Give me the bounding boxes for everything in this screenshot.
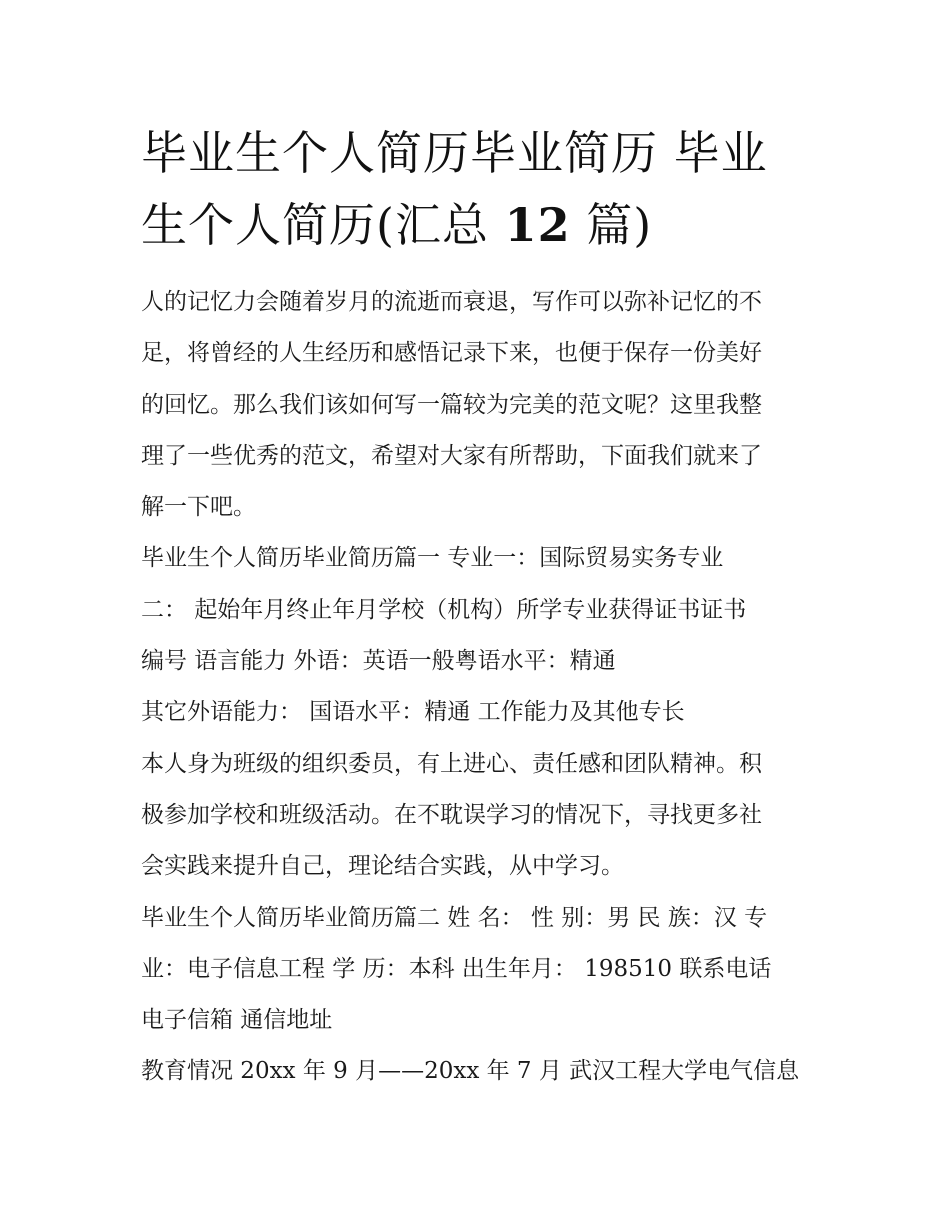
title-line-2b: 篇) xyxy=(570,198,653,252)
body-line: 毕业生个人简历毕业简历篇二 姓 名： 性 别：男 民 族：汉 专 xyxy=(141,904,768,931)
body-line: 编号 语言能力 外语：英语一般粤语水平：精通 xyxy=(141,648,616,675)
body-line: 业：电子信息工程 学 历：本科 出生年月： 198510 联系电话 xyxy=(141,955,772,982)
body-line: 教育情况 20xx 年 9 月——20xx 年 7 月 武汉工程大学电气信息 xyxy=(141,1058,800,1085)
body-line: 理了一些优秀的范文，希望对大家有所帮助，下面我们就来了 xyxy=(141,442,762,469)
title-line-2-number: 12 xyxy=(504,198,571,252)
body-line: 的回忆。那么我们该如何写一篇较为完美的范文呢？这里我整 xyxy=(141,391,762,418)
body-line: 毕业生个人简历毕业简历篇一 专业一：国际贸易实务专业 xyxy=(141,545,724,572)
title-line-2a: 生个人简历(汇总 xyxy=(141,198,505,252)
body-line: 人的记忆力会随着岁月的流逝而衰退，写作可以弥补记忆的不 xyxy=(141,289,762,315)
body-line: 解一下吧。 xyxy=(141,494,256,521)
title-line-1: 毕业生个人简历毕业简历 毕业 xyxy=(141,126,768,180)
document-title xyxy=(141,117,821,261)
body-line: 足，将曾经的人生经历和感悟记录下来，也便于保存一份美好 xyxy=(141,340,762,367)
body-line: 电子信箱 通信地址 xyxy=(141,1007,333,1034)
document-body xyxy=(141,277,821,1098)
body-line: 极参加学校和班级活动。在不耽误学习的情况下，寻找更多社 xyxy=(141,801,762,828)
body-line: 会实践来提升自己，理论结合实践，从中学习。 xyxy=(141,853,624,880)
body-line: 本人身为班级的组织委员，有上进心、责任感和团队精神。积 xyxy=(141,750,762,777)
body-line: 其它外语能力： 国语水平：精通 工作能力及其他专长 xyxy=(141,699,685,726)
body-line: 二： 起始年月终止年月学校（机构）所学专业获得证书证书 xyxy=(141,596,747,623)
